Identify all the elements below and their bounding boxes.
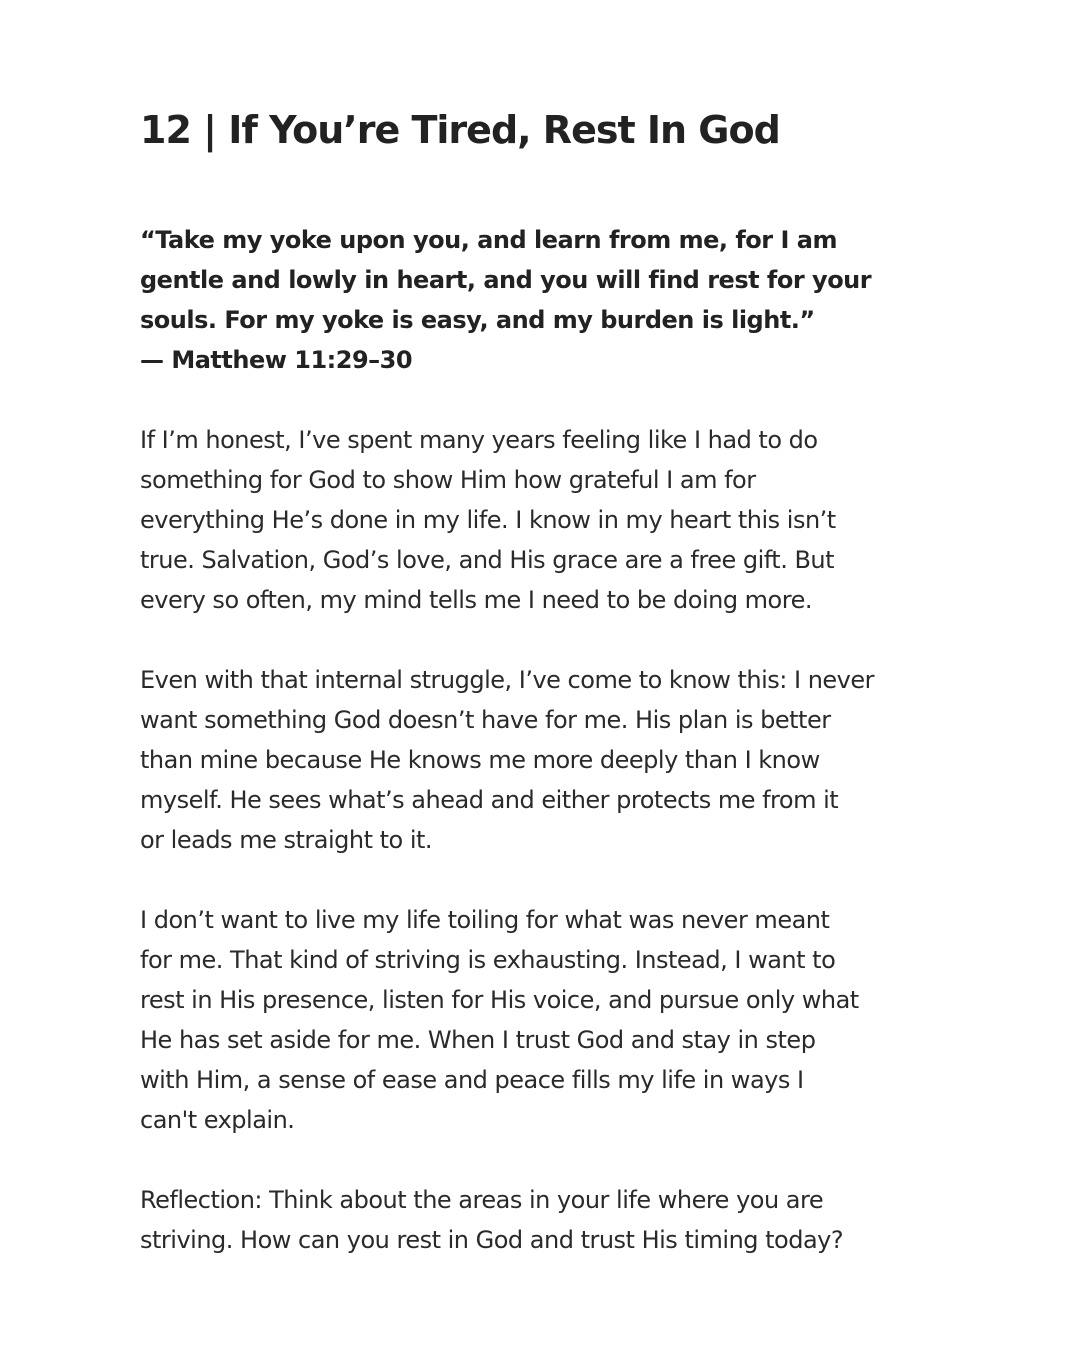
- paragraph-line: or leads me straight to it.: [140, 826, 433, 854]
- body-paragraph: [140, 660, 960, 860]
- reflection-paragraph: [140, 1180, 960, 1260]
- quote-line: souls. For my yoke is easy, and my burden is light.”: [140, 306, 815, 334]
- paragraph-line: than mine because He knows me more deeply than I know: [140, 746, 820, 774]
- paragraph-line: for me. That kind of striving is exhausting. Instead, I want to: [140, 946, 836, 974]
- body-paragraph: [140, 420, 960, 620]
- paragraph-line: with Him, a sense of ease and peace fills my life in ways I: [140, 1066, 804, 1094]
- paragraph-line: true. Salvation, God’s love, and His grace are a free gift. But: [140, 546, 835, 574]
- quote-line: gentle and lowly in heart, and you will find rest for your: [140, 266, 872, 294]
- paragraph-line: rest in His presence, listen for His voice, and pursue only what: [140, 986, 859, 1014]
- paragraph-line: Reflection: Think about the areas in your life where you are: [140, 1186, 824, 1214]
- scripture-quote: [140, 220, 960, 380]
- paragraph-line: I don’t want to live my life toiling for what was never meant: [140, 906, 830, 934]
- paragraph-line: want something God doesn’t have for me. His plan is better: [140, 706, 831, 734]
- paragraph-line: everything He’s done in my life. I know in my heart this isn’t: [140, 506, 836, 534]
- scripture-reference: — Matthew 11:29–30: [140, 346, 413, 374]
- body-paragraph: [140, 900, 960, 1140]
- paragraph-line: Even with that internal struggle, I’ve come to know this: I never: [140, 666, 875, 694]
- quote-line: “Take my yoke upon you, and learn from me, for I am: [140, 226, 837, 254]
- paragraph-line: can't explain.: [140, 1106, 295, 1134]
- paragraph-line: something for God to show Him how grateful I am for: [140, 466, 756, 494]
- paragraph-line: He has set aside for me. When I trust God and stay in step: [140, 1026, 816, 1054]
- paragraph-line: striving. How can you rest in God and trust His timing today?: [140, 1226, 844, 1254]
- paragraph-line: myself. He sees what’s ahead and either protects me from it: [140, 786, 839, 814]
- paragraph-line: every so often, my mind tells me I need to be doing more.: [140, 586, 812, 614]
- page-title: 12 | If You’re Tired, Rest In God: [140, 108, 780, 152]
- paragraph-line: If I’m honest, I’ve spent many years feeling like I had to do: [140, 426, 818, 454]
